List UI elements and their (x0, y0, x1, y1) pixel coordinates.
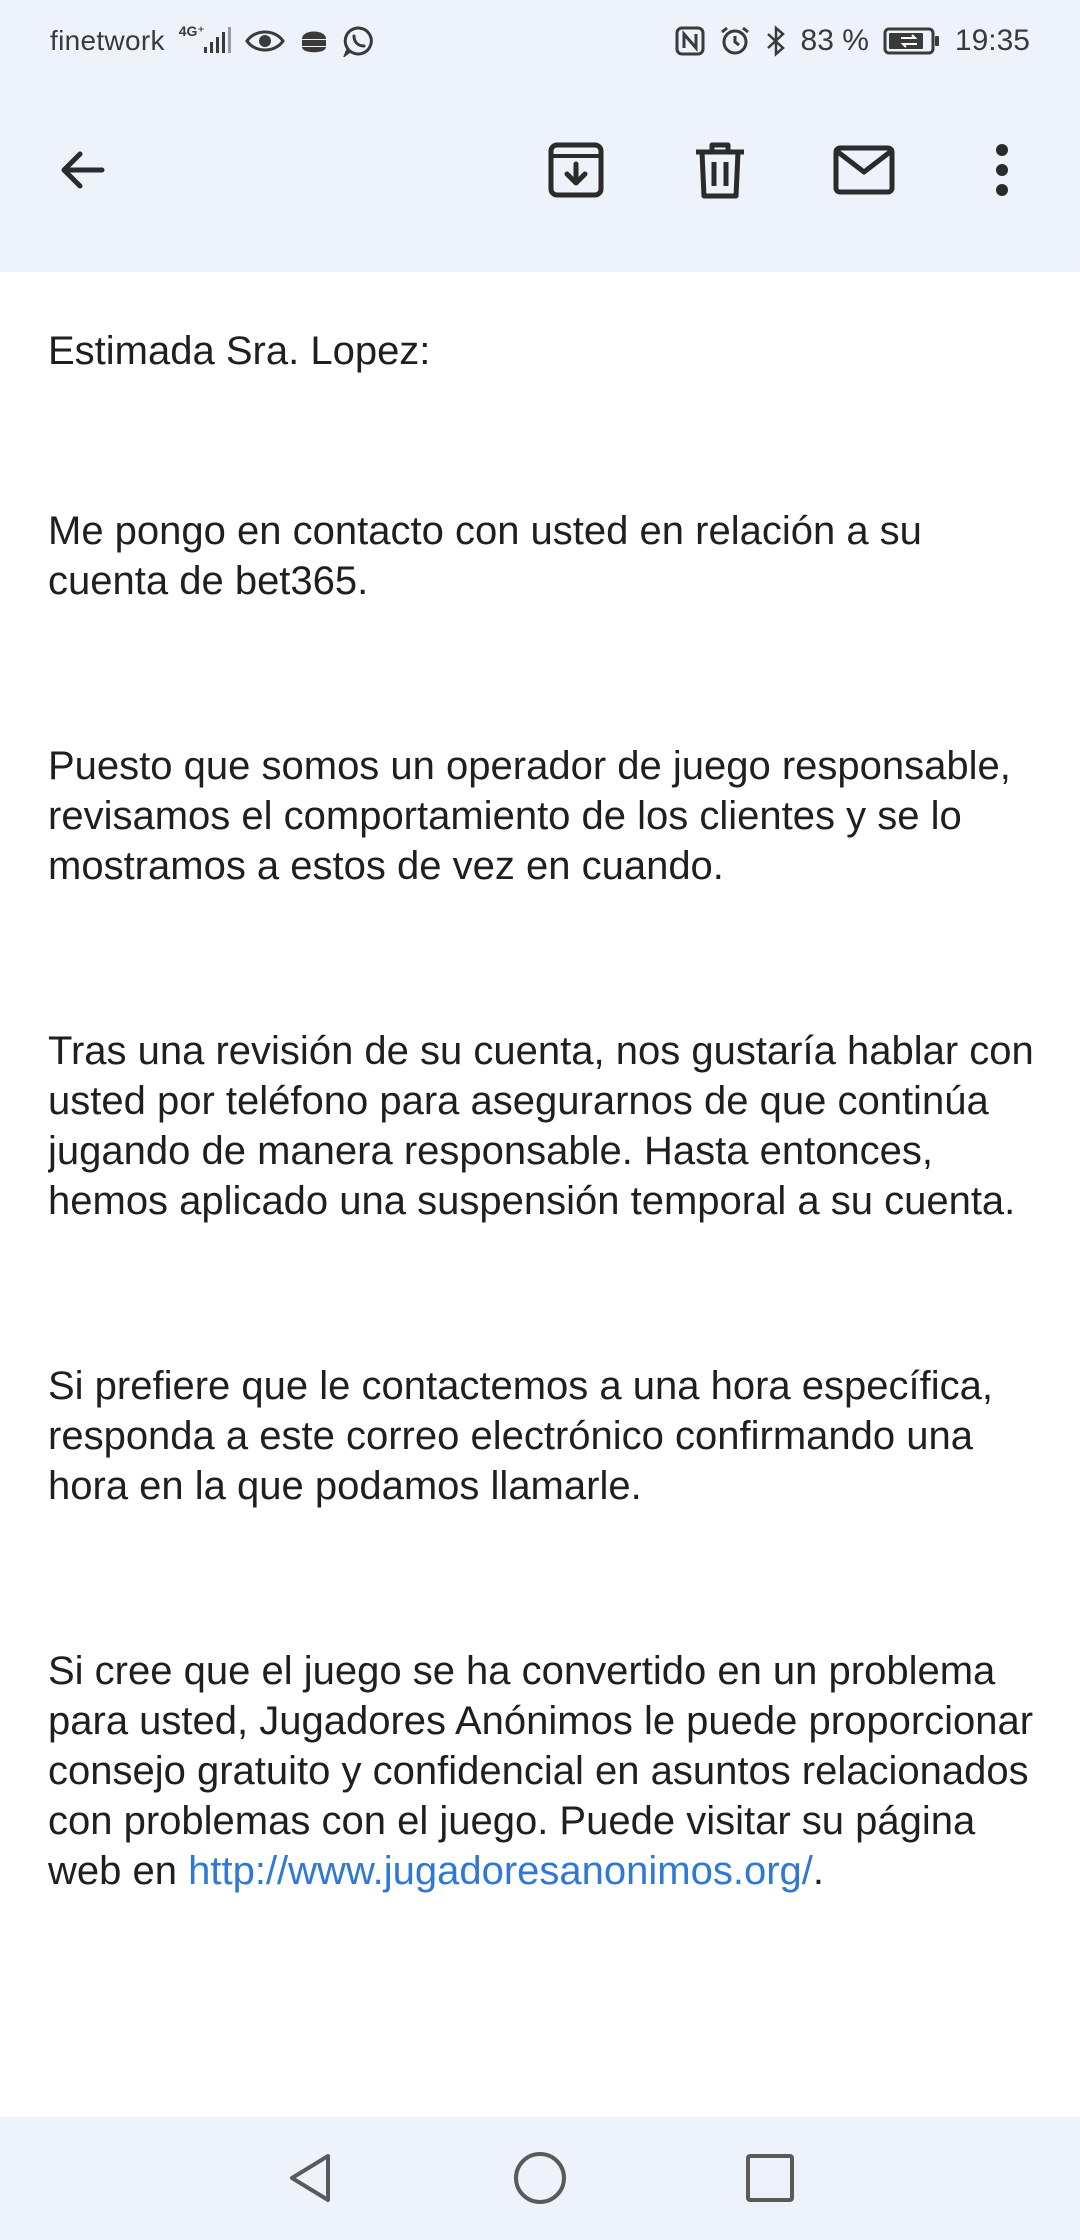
back-arrow-icon (54, 142, 110, 198)
more-vertical-icon (992, 142, 1012, 198)
signal-icon (178, 22, 231, 55)
email-paragraph-3: Tras una revisión de su cuenta, nos gustaría hablar con usted por teléfono para asegurarnos de que continúa jugando de manera responsable. Hasta entonces, hemos aplicado una suspensión temporal a su cuenta. (48, 1029, 1034, 1223)
status-bar (0, 0, 1080, 82)
bluetooth-icon (765, 25, 787, 57)
clock: 19:35 (954, 24, 1030, 57)
nav-recents-icon (744, 2152, 796, 2204)
system-nav-bar (0, 2117, 1080, 2240)
nav-home-icon (510, 2148, 570, 2208)
back-button[interactable] (34, 122, 130, 218)
nav-back-icon (282, 2150, 338, 2206)
email-paragraph-4: Si prefiere que le contactemos a una hora específica, responda a este correo electrónico confirmando una hora en la que podamos llamarle. (48, 1364, 993, 1508)
email-body (48, 272, 1038, 2117)
email-paragraph-2: Puesto que somos un operador de juego responsable, revisamos el comportamiento de los clientes y se lo mostramos a estos de vez en cuando. (48, 744, 1011, 888)
email-paragraph-5 (48, 1646, 1038, 1896)
mark-unread-button[interactable] (816, 122, 912, 218)
battery-percent: 83 % (800, 24, 869, 57)
eye-icon (245, 28, 285, 54)
mail-icon (832, 144, 896, 196)
archive-icon (546, 140, 606, 200)
more-options-button[interactable] (954, 122, 1050, 218)
status-right (675, 24, 1030, 58)
network-type-label: 4G⁺ (178, 22, 205, 39)
status-left (50, 22, 375, 57)
battery-icon (883, 26, 941, 56)
nav-recents-button[interactable] (734, 2142, 806, 2214)
carrier-name: finetwork (50, 25, 165, 56)
trash-icon (692, 140, 748, 200)
email-paragraph-5-text: Si cree que el juego se ha convertido en un problema para usted, Jugadores Anónimos le puede proporcionar consejo gratuito y confidencial en asuntos relacionados con problemas con el juego. Puede visitar su página web en (48, 1649, 1034, 1893)
email-paragraph-1: Me pongo en contacto con usted en relación a su cuenta de bet365. (48, 509, 922, 603)
nav-back-button[interactable] (274, 2142, 346, 2214)
delete-button[interactable] (672, 122, 768, 218)
whatsapp-icon (343, 25, 375, 57)
email-toolbar (0, 82, 1080, 272)
archive-button[interactable] (528, 122, 624, 218)
email-greeting: Estimada Sra. Lopez: (48, 329, 431, 373)
email-paragraph-5-end: . (812, 1849, 825, 1893)
nfc-icon (675, 26, 705, 56)
burger-king-icon (299, 26, 329, 56)
jugadores-anonimos-link[interactable]: http://www.jugadoresanonimos.org/ (188, 1849, 813, 1893)
alarm-icon (719, 25, 751, 57)
nav-home-button[interactable] (504, 2142, 576, 2214)
